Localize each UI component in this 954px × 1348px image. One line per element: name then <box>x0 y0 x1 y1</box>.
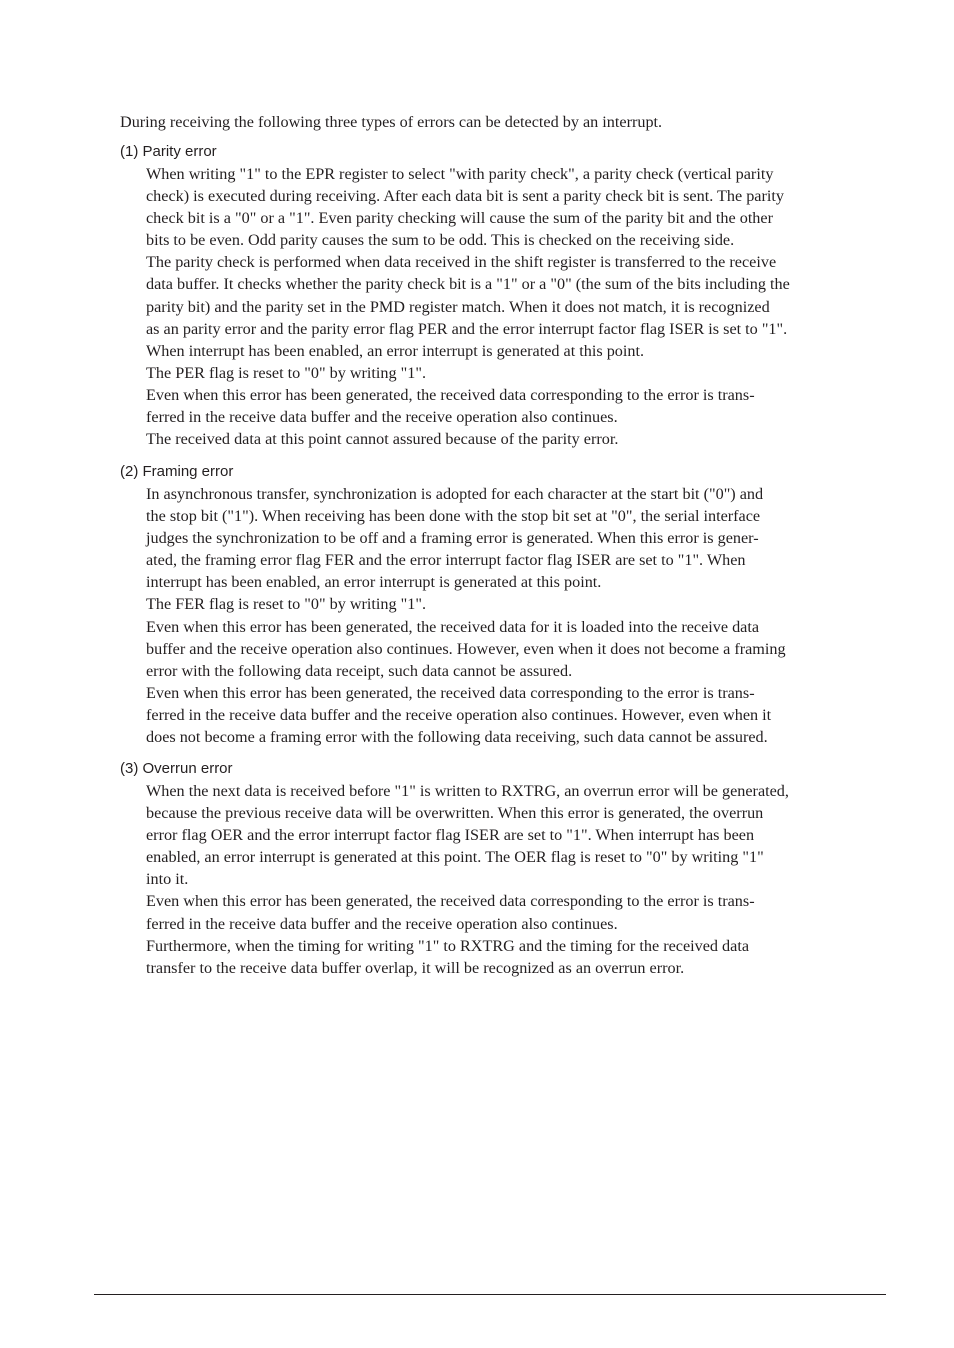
text-line: enabled, an error interrupt is generated at this point. The OER flag is reset to "0" by writing "1" <box>146 848 764 867</box>
footer-divider <box>94 1294 886 1295</box>
text-line: transfer to the receive data buffer overlap, it will be recognized as an overrun error. <box>146 958 685 977</box>
section-overrun-error <box>120 758 900 979</box>
text-line: Even when this error has been generated, the received data for it is loaded into the receive data <box>146 617 760 636</box>
text-line: error flag OER and the error interrupt factor flag ISER are set to "1". When interrupt has been <box>146 826 755 845</box>
text-line: into it. <box>146 870 189 889</box>
text-line: check bit is a "0" or a "1". Even parity checking will cause the sum of the parity bit and the other <box>146 209 773 228</box>
text-line: parity bit) and the parity set in the PMD register match. When it does not match, it is recognized <box>146 297 770 316</box>
text-line: bits to be even. Odd parity causes the sum to be odd. This is checked on the receiving side. <box>146 231 735 250</box>
text-line: When interrupt has been enabled, an error interrupt is generated at this point. <box>146 341 645 360</box>
section-body <box>146 780 888 979</box>
text-line: The FER flag is reset to "0" by writing "1". <box>146 595 427 614</box>
section-parity-error <box>120 141 900 450</box>
text-line: The parity check is performed when data received in the shift register is transferred to the receive <box>146 253 777 272</box>
text-line: interrupt has been enabled, an error interrupt is generated at this point. <box>146 573 602 592</box>
section-heading: (3) Overrun error <box>120 760 233 777</box>
section-body <box>146 483 888 748</box>
text-line: ated, the framing error flag FER and the error interrupt factor flag ISER are set to "1". When <box>146 551 746 570</box>
text-line: ferred in the receive data buffer and the receive operation also continues. <box>146 408 618 427</box>
text-line: Even when this error has been generated, the received data corresponding to the error is trans- <box>146 683 755 702</box>
text-line: data buffer. It checks whether the parity check bit is a "1" or a "0" (the sum of the bits including the <box>146 275 790 294</box>
text-line: ferred in the receive data buffer and the receive operation also continues. However, even when it <box>146 705 772 724</box>
text-line: as an parity error and the parity error flag PER and the error interrupt factor flag ISER is set to "1". <box>146 319 788 338</box>
text-line: When writing "1" to the EPR register to select "with parity check", a parity check (vertical parity <box>146 165 774 183</box>
text-line: When the next data is received before "1" is written to RXTRG, an overrun error will be generated, <box>146 782 789 800</box>
intro-paragraph: During receiving the following three types of errors can be detected by an interrupt. <box>120 113 663 131</box>
text-line: In asynchronous transfer, synchronization is adopted for each character at the start bit ("0") and <box>146 485 764 503</box>
text-line: does not become a framing error with the following data receiving, such data cannot be assured. <box>146 728 768 747</box>
text-line: The PER flag is reset to "0" by writing "1". <box>146 363 427 382</box>
text-line: judges the synchronization to be off and a framing error is generated. When this error is gener- <box>146 529 759 548</box>
text-line: Even when this error has been generated, the received data corresponding to the error is trans- <box>146 892 755 911</box>
section-framing-error <box>120 461 900 748</box>
text-line: buffer and the receive operation also continues. However, even when it does not become a framing <box>146 639 786 658</box>
text-line: The received data at this point cannot assured because of the parity error. <box>146 430 619 449</box>
text-line: ferred in the receive data buffer and the receive operation also continues. <box>146 914 618 933</box>
text-line: Even when this error has been generated, the received data corresponding to the error is trans- <box>146 385 755 404</box>
text-line: because the previous receive data will be overwritten. When this error is generated, the overrun <box>146 804 764 823</box>
text-line: error with the following data receipt, such data cannot be assured. <box>146 661 573 680</box>
text-line: the stop bit ("1"). When receiving has been done with the stop bit set at "0", the serial interface <box>146 507 761 526</box>
text-line: check) is executed during receiving. After each data bit is sent a parity check bit is sent. The parity <box>146 187 784 206</box>
section-heading: (1) Parity error <box>120 143 217 160</box>
text-line: Furthermore, when the timing for writing "1" to RXTRG and the timing for the received data <box>146 936 750 955</box>
section-body <box>146 163 888 450</box>
section-heading: (2) Framing error <box>120 463 234 480</box>
